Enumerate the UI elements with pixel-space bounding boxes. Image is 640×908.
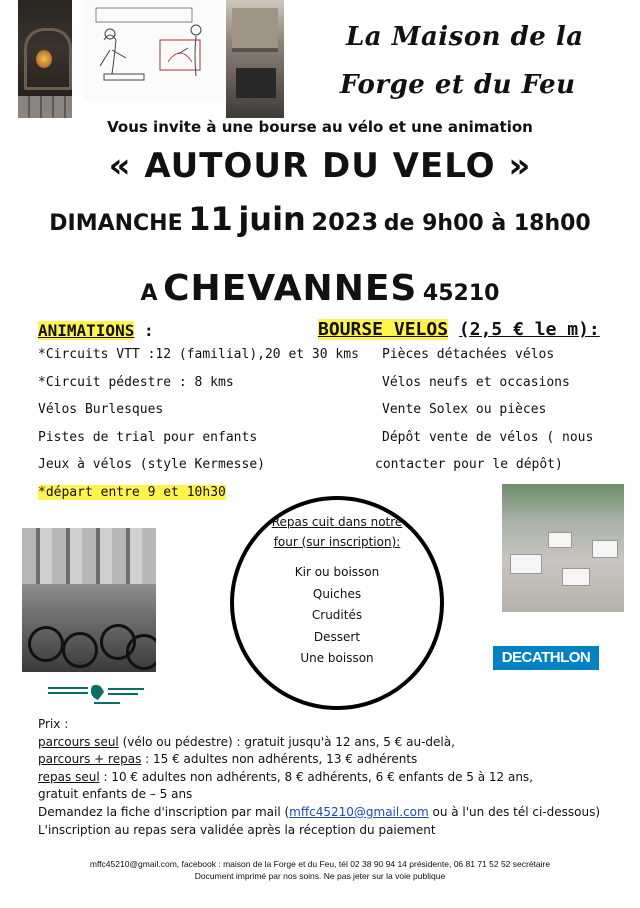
departure-text: départ entre 9 et 10h30: [45, 484, 226, 500]
meal-heading-line2: four (sur inscription):: [273, 535, 401, 549]
bourse-price: (2,5 € le m):: [458, 319, 600, 340]
bourse-heading-label: BOURSE VELOS: [318, 319, 449, 340]
forge-photo: [226, 0, 284, 118]
bike-market-photo: [502, 484, 624, 612]
meal-item: Quiches: [312, 586, 362, 601]
footer-contacts: mffc45210@gmail.com, facebook : maison de la Forge et du Feu, tél 02 38 90 94 14 présidente, 06 81 71 52 52 secrétaire: [89, 859, 551, 869]
org-title-line1: La Maison de la: [346, 22, 584, 52]
decathlon-logo: DECATHLON: [493, 646, 599, 670]
registration-text-end: ou à l'un des tél ci-dessous): [428, 804, 601, 819]
prices-label: Prix :: [38, 717, 69, 731]
list-item: Pièces détachées vélos: [382, 347, 555, 362]
price-row-text: : 10 € adultes non adhérents, 8 € adhérents, 6 € enfants de 5 à 12 ans,: [99, 769, 533, 784]
meal-menu: [234, 512, 440, 670]
list-item: contacter pour le dépôt): [375, 457, 563, 472]
date-hours: de 9h00 à 18h00: [383, 211, 591, 236]
prices-section: [38, 716, 628, 839]
event-title: « AUTOUR DU VELO »: [108, 146, 532, 186]
price-row: [38, 751, 628, 769]
bourse-heading: [318, 319, 600, 340]
price-row-label: parcours seul: [38, 734, 119, 749]
bourse-list: [375, 341, 594, 479]
list-item: Vélos neufs et occasions: [382, 374, 570, 390]
invitation-text: Vous invite à une bourse au vélo et une animation: [107, 118, 533, 136]
animations-heading-label: ANIMATIONS: [38, 321, 135, 340]
place-town: CHEVANNES: [163, 268, 418, 309]
animations-heading: [38, 321, 154, 340]
list-item: Vente Solex ou pièces: [382, 402, 547, 417]
forge-sketch-illustration: [84, 0, 224, 100]
list-item: Vélos Burlesques: [38, 402, 164, 417]
place-zip: 45210: [422, 281, 500, 306]
registration-text: Demandez la fiche d'inscription par mail (: [38, 804, 290, 819]
email-link[interactable]: mffc45210@gmail.com: [289, 804, 429, 819]
org-title-line2: Forge et du Feu: [340, 70, 576, 100]
registration-info: [38, 804, 628, 822]
list-item: Pistes de trial pour enfants: [38, 429, 258, 445]
departure-star: *: [38, 484, 46, 500]
oven-photo: [18, 0, 72, 118]
date-month: juin: [238, 200, 306, 238]
date-day-label: DIMANCHE: [49, 211, 183, 236]
event-date: [0, 200, 640, 238]
animations-list: [38, 341, 359, 506]
meal-item: Kir ou boisson: [294, 565, 380, 579]
payment-note: L'inscription au repas sera validée après la réception du paiement: [38, 822, 436, 837]
footer: [0, 858, 640, 882]
price-row: [38, 734, 628, 752]
price-row-text: : 15 € adultes non adhérents, 13 € adhérents: [141, 752, 418, 767]
date-year: 2023: [311, 208, 379, 236]
price-row-text: (vélo ou pédestre) : gratuit jusqu'à 12 ans, 5 € au-delà,: [118, 734, 455, 749]
place-prefix: A: [140, 281, 158, 306]
price-row-label: repas seul: [38, 769, 100, 784]
list-item: *Circuits VTT :12 (familial),20 et 30 kms: [38, 347, 359, 362]
price-row: gratuit enfants de – 5 ans: [38, 787, 193, 802]
event-place: [0, 268, 640, 309]
meal-heading-line1: Repas cuit dans notre: [271, 515, 403, 529]
price-row-label: parcours + repas: [38, 752, 142, 767]
date-day-number: 11: [188, 200, 233, 238]
meal-item: Dessert: [313, 629, 361, 644]
list-item: Jeux à vélos (style Kermesse): [38, 457, 265, 472]
list-item: *Circuit pédestre : 8 kms: [38, 374, 234, 390]
bikes-photo: [22, 528, 156, 672]
price-row: [38, 769, 628, 787]
footer-notice: Document imprimé par nos soins. Ne pas jeter sur la voie publique: [194, 871, 446, 881]
meal-item: Crudités: [311, 608, 363, 622]
meal-item: Une boisson: [300, 651, 374, 665]
credit-agricole-logo: [48, 682, 152, 706]
animations-heading-colon: :: [134, 321, 154, 340]
list-item: Dépôt vente de vélos ( nous: [382, 429, 594, 445]
